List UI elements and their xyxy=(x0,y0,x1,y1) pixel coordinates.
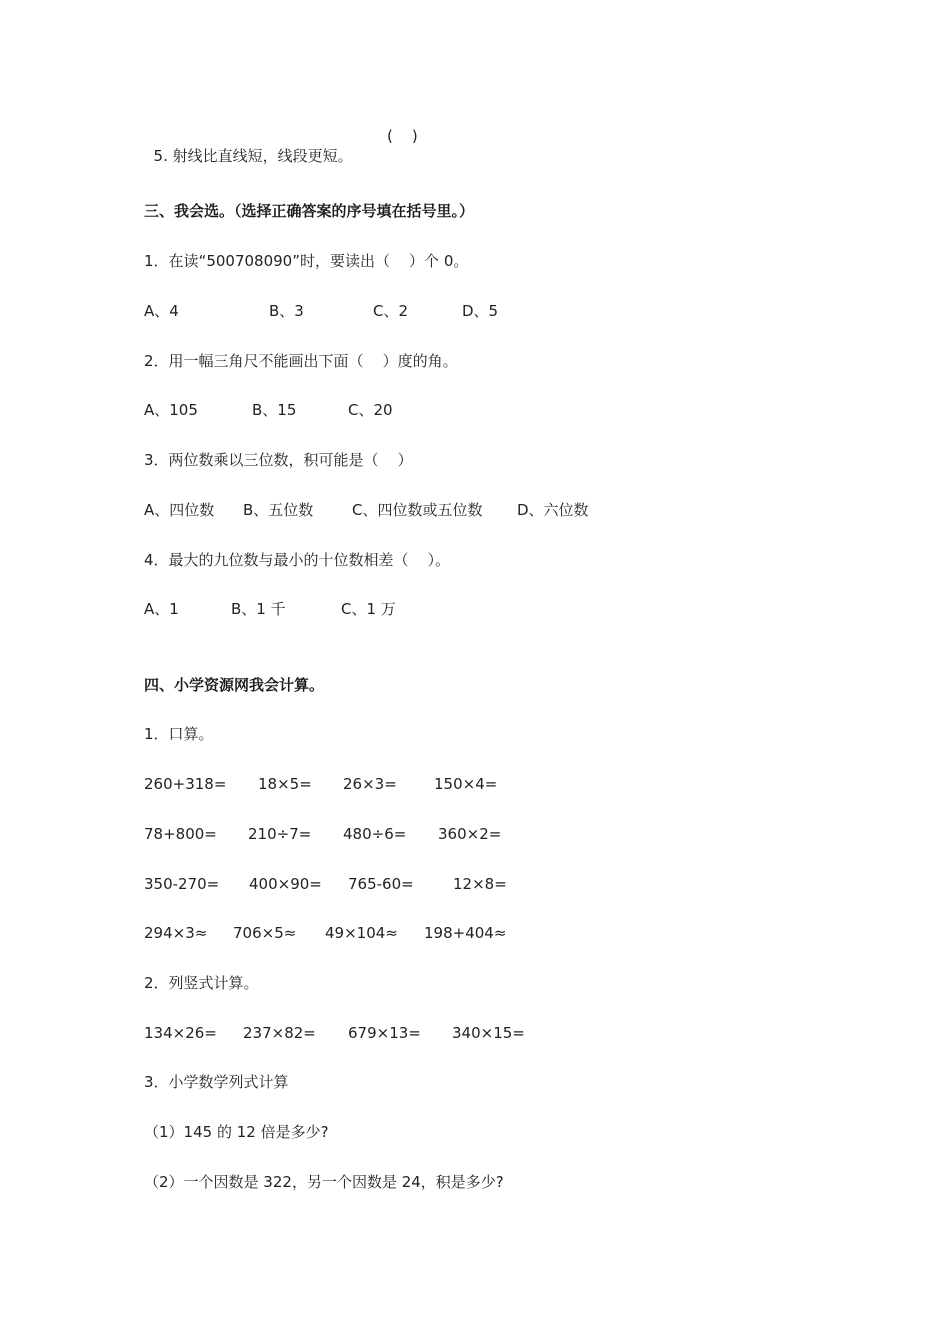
word-calc-question-2: （2）一个因数是 322，另一个因数是 24，积是多少? xyxy=(144,1173,504,1191)
oral-item: 210÷7= xyxy=(248,825,312,843)
section-3-question-3: 3．两位数乘以三位数，积可能是（ ） xyxy=(144,451,413,469)
option-a: A、四位数 xyxy=(144,501,215,519)
vertical-item: 340×15= xyxy=(452,1024,525,1042)
oral-item: 480÷6= xyxy=(343,825,407,843)
vertical-item: 237×82= xyxy=(243,1024,316,1042)
oral-item: 350-270= xyxy=(144,875,220,893)
oral-item: 260+318= xyxy=(144,775,227,793)
vertical-calc-title: 2．列竖式计算。 xyxy=(144,974,259,992)
vertical-item: 134×26= xyxy=(144,1024,217,1042)
option-c: C、1 万 xyxy=(341,600,396,618)
oral-item: 26×3= xyxy=(343,775,397,793)
option-d: D、六位数 xyxy=(517,501,589,519)
word-calc-title: 3．小学数学列式计算 xyxy=(144,1073,289,1091)
word-calc-question-1: （1）145 的 12 倍是多少? xyxy=(144,1123,329,1141)
oral-item: 49×104≈ xyxy=(325,924,398,942)
oral-item: 78+800= xyxy=(144,825,217,843)
oral-item: 360×2= xyxy=(438,825,502,843)
section-3-heading: 三、我会选。（选择正确答案的序号填在括号里。） xyxy=(144,202,475,220)
option-b: B、1 千 xyxy=(231,600,286,618)
oral-item: 706×5≈ xyxy=(233,924,297,942)
vertical-item: 679×13= xyxy=(348,1024,421,1042)
option-c: C、20 xyxy=(348,401,393,419)
option-a: A、105 xyxy=(144,401,198,419)
oral-item: 765-60= xyxy=(348,875,414,893)
oral-item: 12×8= xyxy=(453,875,507,893)
answer-bracket: ( ) xyxy=(387,127,418,145)
option-a: A、4 xyxy=(144,302,179,320)
option-c: C、2 xyxy=(373,302,409,320)
question-5-text: 5. 射线比直线短，线段更短。 xyxy=(153,147,353,165)
section-3-question-2: 2．用一幅三角尺不能画出下面（ ）度的角。 xyxy=(144,352,458,370)
option-b: B、3 xyxy=(269,302,304,320)
oral-item: 198+404≈ xyxy=(424,924,507,942)
oral-calc-title: 1．口算。 xyxy=(144,725,214,743)
oral-item: 400×90= xyxy=(249,875,322,893)
oral-item: 150×4= xyxy=(434,775,498,793)
option-d: D、5 xyxy=(462,302,499,320)
option-b: B、15 xyxy=(252,401,297,419)
section-4-heading: 四、小学资源网我会计算。 xyxy=(144,676,325,694)
section-3-question-1: 1．在读“500708090”时，要读出（ ）个 0。 xyxy=(144,252,469,270)
option-c: C、四位数或五位数 xyxy=(352,501,483,519)
section-3-question-4-options xyxy=(144,599,396,679)
section-3-question-4: 4．最大的九位数与最小的十位数相差（ ）。 xyxy=(144,551,451,569)
question-5 xyxy=(144,126,418,186)
option-b: B、五位数 xyxy=(243,501,314,519)
oral-item: 294×3≈ xyxy=(144,924,208,942)
oral-item: 18×5= xyxy=(258,775,312,793)
option-a: A、1 xyxy=(144,600,179,618)
